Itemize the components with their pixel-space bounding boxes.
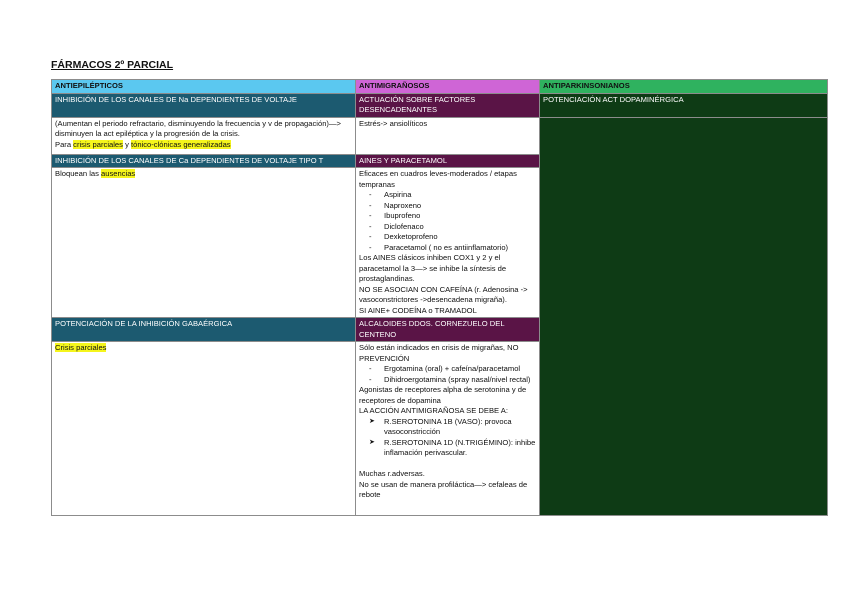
alcaloides-list xyxy=(359,364,536,385)
header-antiepilepticos: ANTIEPILÉPTICOS xyxy=(52,80,356,94)
list-item: - Ergotamina (oral) + cafeína/paracetamol xyxy=(369,364,536,375)
profilactica-text: No se usan de manera profiláctica—> cefaleas de rebote xyxy=(359,479,528,499)
highlight-ausencias: ausencias xyxy=(101,169,136,178)
accion-heading: LA ACCIÓN ANTIMIGRAÑOSA SE DEBE A: xyxy=(359,406,508,415)
aines-cafeina-text: NO SE ASOCIAN CON CAFEÍNA (r. Adenosina -> vasoconstrictores ->desencadena migraña). xyxy=(359,284,528,304)
section-aines: AINES Y PARACETAMOL xyxy=(356,154,540,168)
accion-list xyxy=(359,417,536,459)
cell-na-body xyxy=(52,117,356,154)
body-row-1 xyxy=(52,117,828,154)
na-mechanism-text: (Aumentan el periodo refractario, disminuyendo la frecuencia y v de propagación)—> disminuyen la act epiléptica y la progresión de la crisis. xyxy=(55,118,341,138)
aines-cox-text: Los AINES clásicos inhiben COX1 y 2 y el paracetamol la 3—> se inhibe la síntesis de prostaglandinas. xyxy=(359,253,507,283)
cell-park-body xyxy=(540,117,828,516)
highlight-tonico-clonicas: tónico-clónicas generalizadas xyxy=(130,139,231,149)
list-item: - Dihidroergotamina (spray nasal/nivel rectal) xyxy=(369,375,536,386)
aines-list xyxy=(359,190,536,253)
header-antimigranosos: ANTIMIGRAÑOSOS xyxy=(356,80,540,94)
section-na-channels: INHIBICIÓN DE LOS CANALES DE Na DEPENDIENTES DE VOLTAJE xyxy=(52,93,356,117)
list-item: - Paracetamol ( no es antiinflamatorio) xyxy=(369,243,536,254)
aines-codeina-text: SI AINE+ CODEÍNA o TRAMADOL xyxy=(359,305,477,315)
section-triggering-factors: ACTUACIÓN SOBRE FACTORES DESENCADENANTES xyxy=(356,93,540,117)
list-item: - Aspirina xyxy=(369,190,536,201)
cell-alcaloides-body xyxy=(356,342,540,516)
highlight-crisis-parciales-gaba: Crisis parciales xyxy=(55,343,107,352)
highlight-crisis-parciales: crisis parciales xyxy=(73,139,123,149)
header-antiparkinsonianos: ANTIPARKINSONIANOS xyxy=(540,80,828,94)
list-item: - Ibuprofeno xyxy=(369,211,536,222)
header-row xyxy=(52,80,828,94)
list-item: ➤ R.SEROTONINA 1B (VASO): provoca vasoconstricción xyxy=(369,417,536,438)
ca-text: Bloquean las ausencias xyxy=(55,169,136,178)
list-item: - Naproxeno xyxy=(369,201,536,212)
drugs-table xyxy=(51,79,828,516)
section-alcaloides: ALCALOIDES DDOS. CORNEZUELO DEL CENTENO xyxy=(356,318,540,342)
list-item: ➤ R.SEROTONINA 1D (N.TRIGÉMINO): inhibe inflamación perivascular. xyxy=(369,438,536,459)
aines-intro: Eficaces en cuadros leves-moderados / etapas tempranas xyxy=(359,169,517,189)
cell-gaba-body xyxy=(52,342,356,516)
cell-triggering-body: Estrés-> ansiolíticos xyxy=(356,117,540,154)
section-ca-channels: INHIBICIÓN DE LOS CANALES DE Ca DEPENDIENTES DE VOLTAJE TIPO T xyxy=(52,154,356,168)
page-title: FÁRMACOS 2º PARCIAL xyxy=(51,59,174,71)
list-item: - Dexketoprofeno xyxy=(369,232,536,243)
section-row-1 xyxy=(52,93,828,117)
cell-ca-body xyxy=(52,168,356,318)
cell-aines-body xyxy=(356,168,540,318)
alcaloides-intro: Sólo están indicados en crisis de migrañas, NO PREVENCIÓN xyxy=(359,343,519,363)
section-gaba: POTENCIACIÓN DE LA INHIBICIÓN GABAÉRGICA xyxy=(52,318,356,342)
section-dopaminergic: POTENCIACIÓN ACT DOPAMINÉRGICA xyxy=(540,93,828,117)
na-indication: Para crisis parciales y tónico-clónicas generalizadas xyxy=(55,139,231,149)
list-item: - Diclofenaco xyxy=(369,222,536,233)
adversas-text: Muchas r.adversas. xyxy=(359,469,425,478)
agonistas-text: Agonistas de receptores alpha de serotonina y de receptores de dopamina xyxy=(359,385,527,405)
